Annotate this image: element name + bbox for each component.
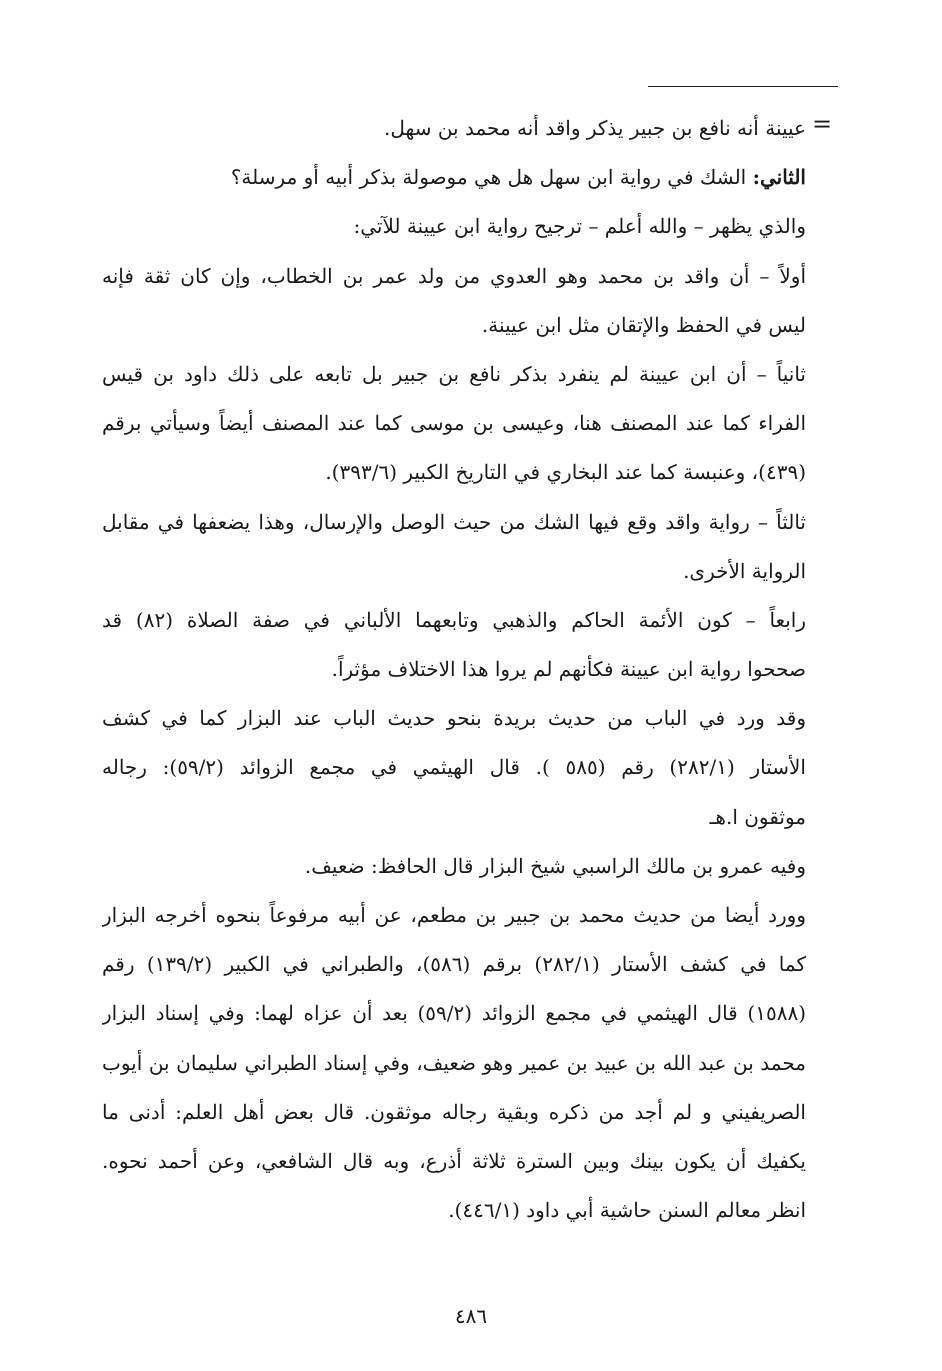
text-line xyxy=(102,399,806,448)
footnote-body xyxy=(102,104,806,1235)
line-text: ثالثاً – رواية واقد وقع فيها الشك من حيث الوصل والإرسال، وهذا يضعفها في مقابل xyxy=(102,509,806,534)
text-line xyxy=(102,1039,806,1088)
text-line xyxy=(102,596,806,645)
line-text: أولاً – أن واقد بن محمد وهو العدوي من ولد عمر بن الخطاب، وإن كان ثقة فإنه xyxy=(102,263,806,288)
line-text: الفراء كما عند المصنف هنا، وعيسى بن موسى كما عند المصنف أيضاً وسيأتي برقم xyxy=(102,411,806,436)
text-line xyxy=(102,940,806,989)
text-line xyxy=(102,104,806,153)
line-text: رابعاً – كون الأئمة الحاكم والذهبي وتابعهما الألباني في صفة الصلاة (٨٢) قد xyxy=(102,607,806,632)
text-line xyxy=(102,498,806,547)
text-line xyxy=(102,301,806,350)
text-line xyxy=(102,891,806,940)
line-text: صححوا رواية ابن عيينة فكأنهم لم يروا هذا الاختلاف مؤثراً. xyxy=(331,657,806,682)
text-line xyxy=(102,743,806,792)
text-line xyxy=(102,350,806,399)
text-line xyxy=(102,694,806,743)
page-number: ٤٨٦ xyxy=(454,1304,488,1328)
text-line xyxy=(102,202,806,251)
text-line xyxy=(102,842,806,891)
line-text: انظر معالم السنن حاشية أبي داود (٤٤٦/١). xyxy=(448,1198,806,1223)
line-text: (١٥٨٨) قال الهيثمي في مجمع الزوائد (٥٩/٢) بعد أن عزاه لهما: وفي إسناد البزار xyxy=(102,1001,806,1026)
footnote-separator-rule xyxy=(648,86,838,87)
text-line xyxy=(102,1088,806,1137)
text-line xyxy=(102,1186,806,1235)
line-text: يكفيك أن يكون بينك وبين السترة ثلاثة أذرع، وبه قال الشافعي، وعن أحمد نحوه. xyxy=(102,1148,806,1173)
line-text: الأستار (٢٨٢/١) رقم (٥٨٥ ). قال الهيثمي في مجمع الزوائد (٥٩/٢): رجاله xyxy=(102,755,806,780)
line-text: ثانياً – أن ابن عيينة لم ينفرد بذكر نافع بن جبير بل تابعه على ذلك داود بن قيس xyxy=(102,361,806,386)
continuation-mark: = xyxy=(812,110,833,138)
line-text: وقد ورد في الباب من حديث بريدة بنحو حديث الباب عند البزار كما في كشف xyxy=(102,706,806,731)
text-line xyxy=(102,793,806,842)
line-text: كما في كشف الأستار (٢٨٢/١) برقم (٥٨٦)، والطبراني في الكبير (١٣٩/٢) رقم xyxy=(102,952,806,977)
line-text: وورد أيضا من حديث محمد بن جبير بن مطعم، عن أبيه مرفوعاً بنحوه أخرجه البزار xyxy=(102,903,806,927)
text-line xyxy=(102,547,806,596)
text-line xyxy=(102,645,806,694)
line-text: عيينة أنه نافع بن جبير يذكر واقد أنه محمد بن سهل. xyxy=(383,116,806,140)
text-line xyxy=(102,153,806,202)
text-line xyxy=(102,989,806,1038)
line-text: موثقون ا.هـ xyxy=(709,804,806,829)
text-line xyxy=(102,448,806,497)
heading-lead: الثاني: xyxy=(752,165,806,190)
line-text: محمد بن عبد الله بن عبيد بن عمير وهو ضعيف، وفي إسناد الطبراني سليمان بن أيوب xyxy=(102,1050,806,1075)
line-text: (٤٣٩)، وعنبسة كما عند البخاري في التاريخ الكبير (٣٩٣/٦). xyxy=(325,460,806,485)
line-text: الرواية الأخرى. xyxy=(683,558,806,583)
line-text: والذي يظهر – والله أعلم – ترجيح رواية ابن عيينة للآتي: xyxy=(353,214,806,239)
line-text: الصريفيني و لم أجد من ذكره وبقية رجاله موثقون. قال بعض أهل العلم: أدنى ما xyxy=(102,1099,806,1124)
line-text: ليس في الحفظ والإتقان مثل ابن عيينة. xyxy=(481,312,806,337)
text-line xyxy=(102,1137,806,1186)
text-line xyxy=(102,252,806,301)
line-text: وفيه عمرو بن مالك الراسبي شيخ البزار قال الحافظ: ضعيف. xyxy=(304,853,806,878)
line-text: الشك في رواية ابن سهل هل هي موصولة بذكر أبيه أو مرسلة؟ xyxy=(230,165,753,190)
